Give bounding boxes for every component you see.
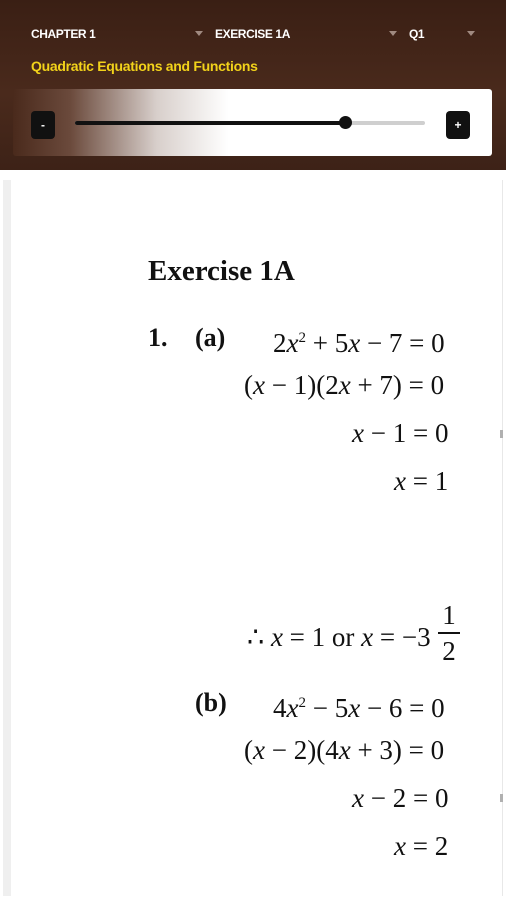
- fraction-numerator: 1: [442, 600, 456, 630]
- fraction: [436, 600, 462, 666]
- chevron-down-icon[interactable]: [389, 31, 397, 36]
- equation-line: (x − 2)(4x + 3) = 0: [244, 735, 445, 765]
- zoom-bar: [13, 89, 492, 156]
- zoom-slider-thumb[interactable]: [339, 116, 352, 129]
- chapter-subtitle: Quadratic Equations and Functions: [31, 58, 258, 74]
- fraction-bar: [438, 632, 460, 634]
- equation-line: x − 2 = 0: [352, 783, 449, 813]
- equation-line: x − 1 = 0: [352, 418, 449, 448]
- page-edge-mark: [500, 794, 503, 802]
- equation-line: $4x^2 - 5x - 6 = 0$: [273, 693, 445, 723]
- zoom-slider[interactable]: [75, 121, 425, 125]
- chapter-dropdown[interactable]: CHAPTER 1: [31, 27, 96, 41]
- equation-line: $2x^2 + 5x - 7 = 0$: [273, 328, 445, 358]
- zoom-in-button[interactable]: +: [446, 111, 470, 139]
- question-dropdown[interactable]: Q1: [409, 27, 425, 41]
- equation-line: x = 1: [394, 466, 449, 496]
- fraction-denominator: 2: [442, 636, 456, 666]
- zoom-slider-fill: [75, 121, 345, 125]
- chevron-down-icon[interactable]: [195, 31, 203, 36]
- chevron-down-icon[interactable]: [467, 31, 475, 36]
- exercise-dropdown[interactable]: EXERCISE 1A: [215, 27, 290, 41]
- top-toolbar: [0, 0, 506, 170]
- equation-line: x = 2: [394, 831, 449, 861]
- part-b-label: (b): [195, 688, 227, 717]
- equation-line: (x − 1)(2x + 7) = 0: [244, 370, 445, 400]
- equation-line: ∴ x = 1 or x = −3: [247, 622, 431, 652]
- part-a-label: (a): [195, 323, 226, 352]
- zoom-out-button[interactable]: -: [31, 111, 55, 139]
- page-title: Exercise 1A: [148, 255, 295, 287]
- question-number: 1.: [148, 323, 168, 352]
- page-edge-mark: [500, 430, 503, 438]
